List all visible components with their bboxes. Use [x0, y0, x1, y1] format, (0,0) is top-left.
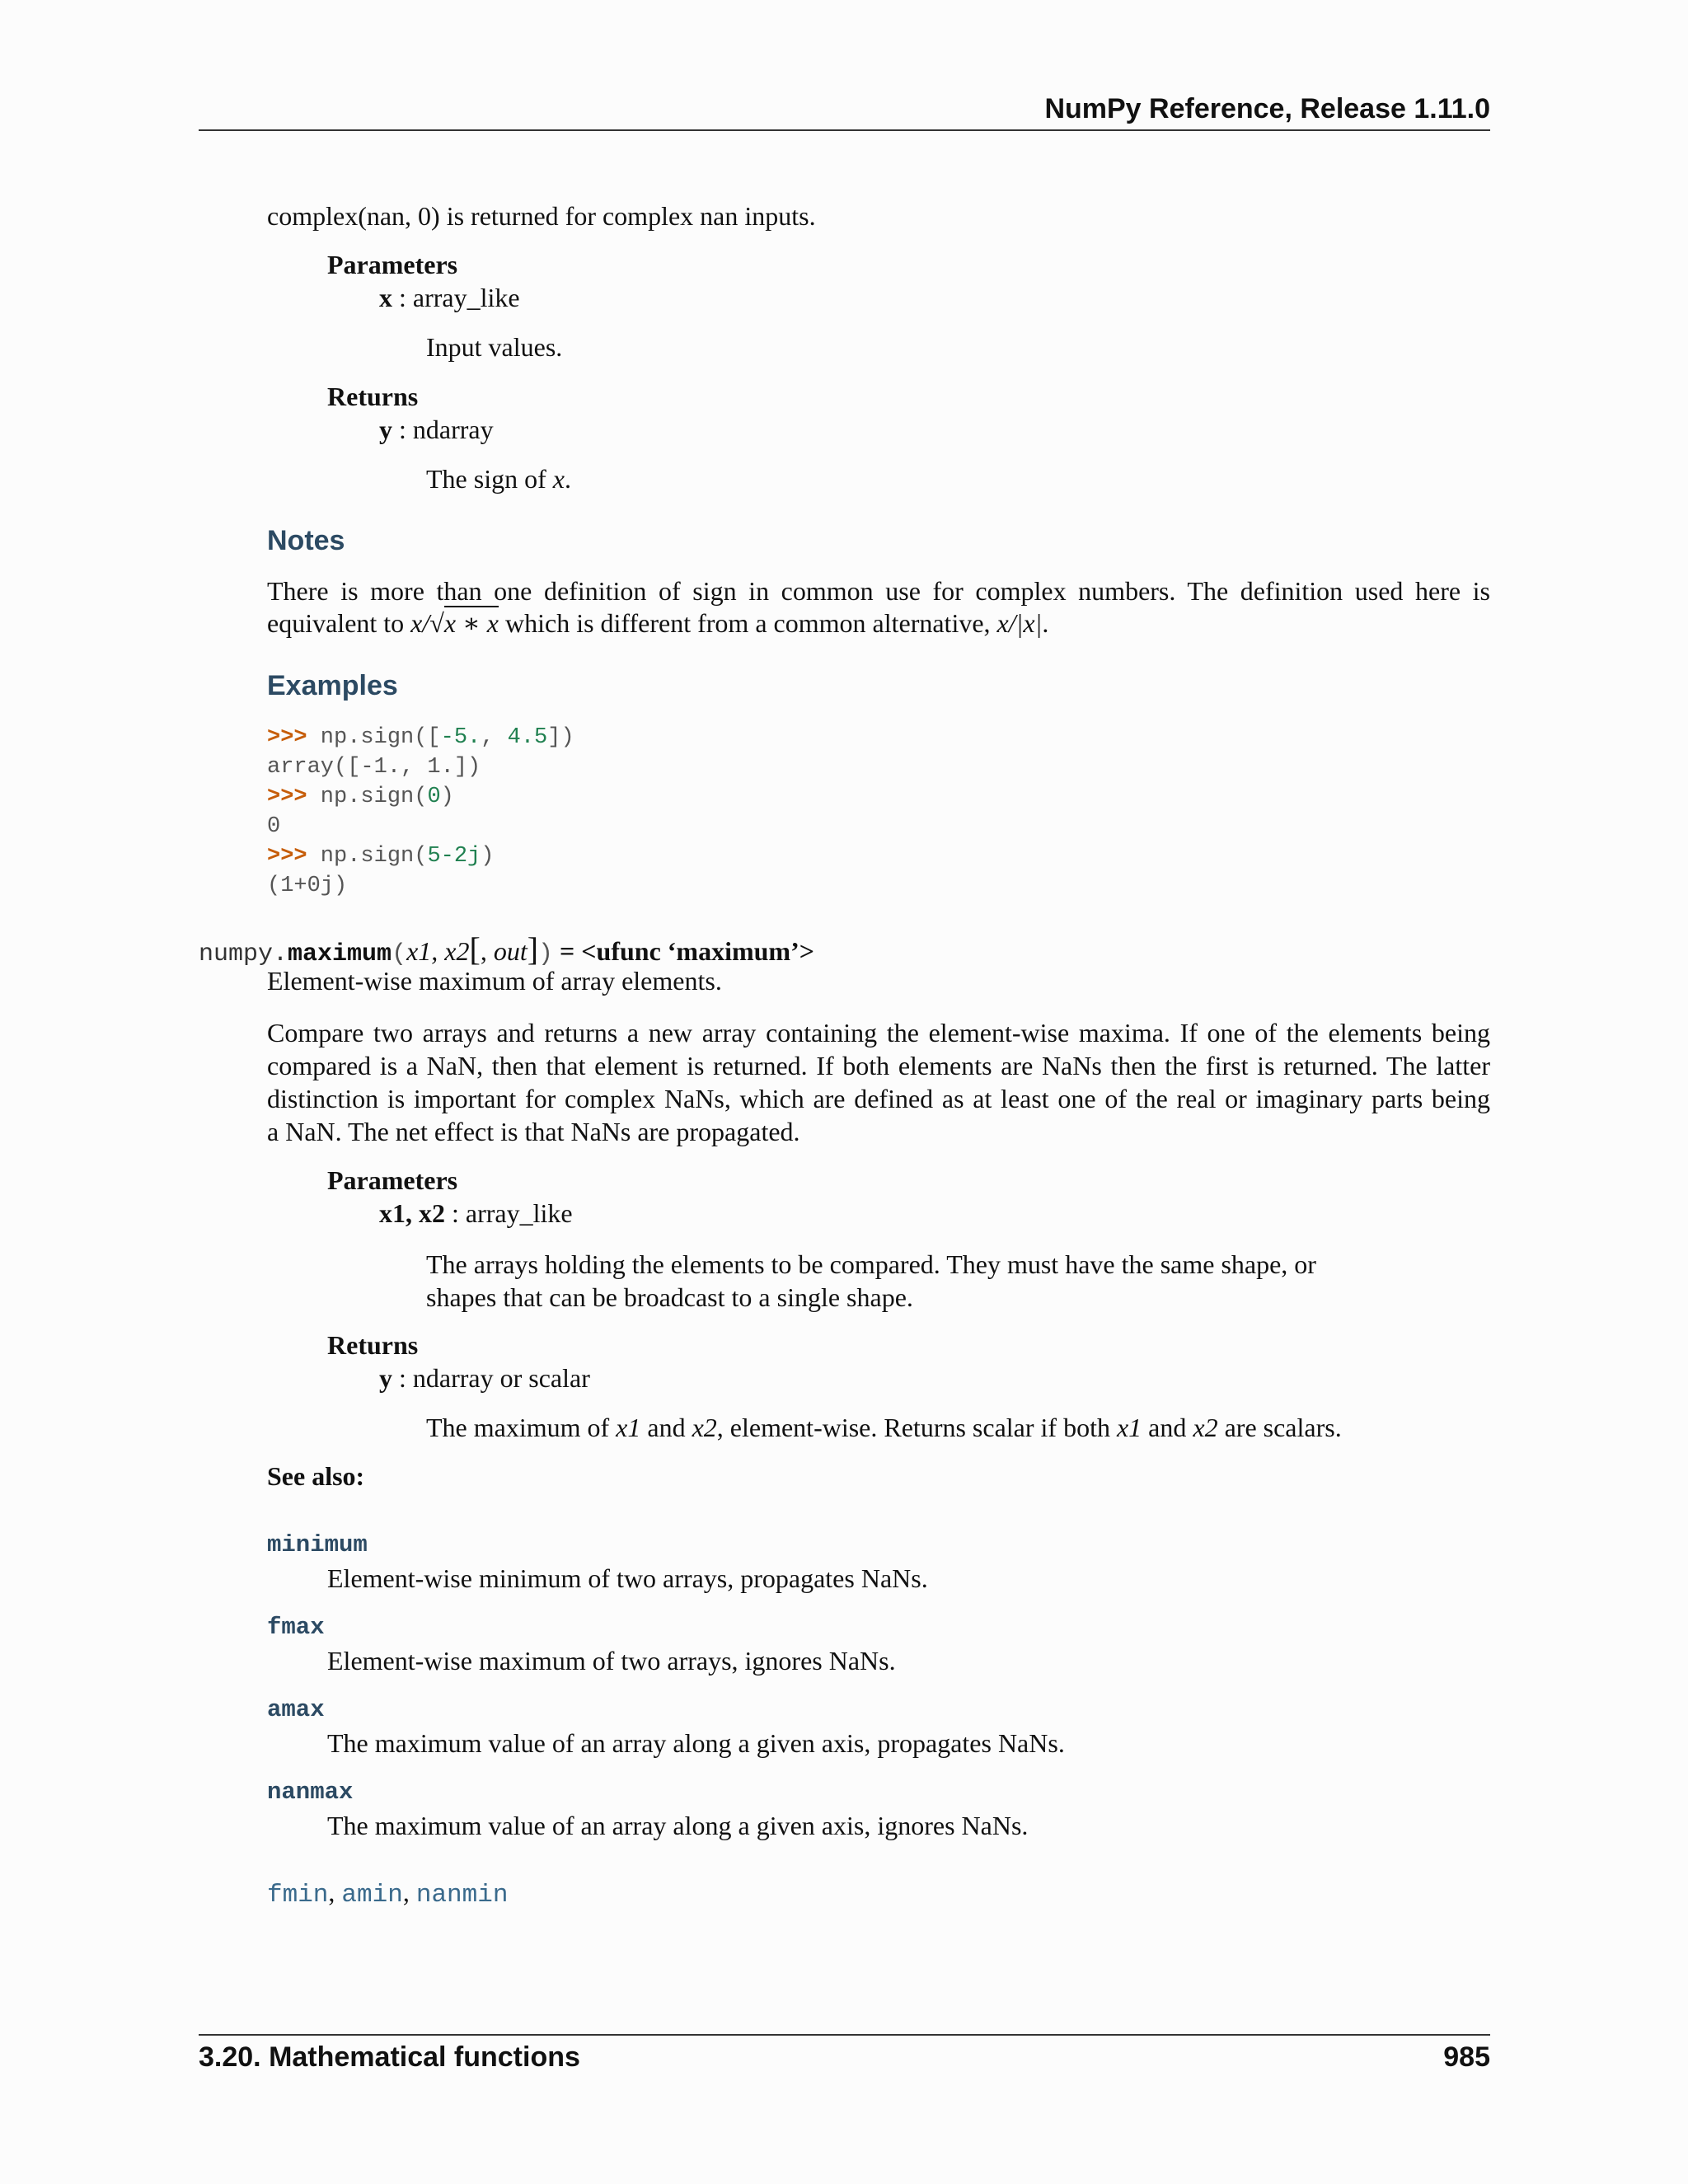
- param-desc-line: shapes that can be broadcast to a single shape.: [426, 1282, 913, 1312]
- sig-function-name: maximum: [288, 940, 392, 968]
- ret-desc-text: are scalars.: [1217, 1413, 1342, 1442]
- desc-line: distinction is important for complex NaNs, which are defined as at least one of the real or imaginary parts being: [267, 1084, 1490, 1113]
- sqrt-symbol: √: [429, 608, 444, 638]
- code-prompt: >>>: [267, 785, 307, 809]
- sig-comma: ,: [480, 936, 494, 966]
- see-also-desc: Element-wise maximum of two arrays, ignores NaNs.: [327, 1646, 896, 1675]
- sign-returns-label: Returns: [327, 382, 419, 411]
- desc-line: Compare two arrays and returns a new array containing the element-wise maxima. If one of the elements being: [267, 1018, 1490, 1047]
- footer-rule: [199, 2034, 1490, 2036]
- sig-ufunc: = <ufunc ‘maximum’>: [553, 936, 814, 966]
- code-text: np.sign(: [307, 844, 428, 869]
- notes-line-2-end: .: [1042, 608, 1049, 638]
- maximum-ret-name: y: [379, 1363, 392, 1393]
- see-also-link-amax[interactable]: amax: [267, 1696, 325, 1723]
- example-line: [267, 844, 494, 869]
- maximum-returns-label: Returns: [327, 1330, 419, 1360]
- example-line: [267, 725, 574, 750]
- header-rule: [199, 129, 1490, 131]
- example-output: (1+0j): [267, 874, 348, 898]
- footer-page-number: 985: [1443, 2041, 1490, 2073]
- see-also-link-minimum[interactable]: minimum: [267, 1531, 368, 1558]
- see-also-desc: The maximum value of an array along a given axis, ignores NaNs.: [327, 1811, 1029, 1840]
- maximum-param-type: array_like: [465, 1198, 573, 1228]
- sign-ret-name: y: [379, 415, 392, 444]
- sign-param-type: array_like: [412, 283, 520, 312]
- notes-formula-x-over: x/: [410, 608, 430, 638]
- maximum-ret-colon: :: [399, 1363, 413, 1393]
- maximum-return-entry: [379, 1363, 590, 1394]
- maximum-ret-desc: [426, 1413, 1342, 1443]
- see-also-desc: The maximum value of an array along a given axis, propagates NaNs.: [327, 1728, 1065, 1758]
- sign-ret-desc-end: .: [564, 464, 571, 494]
- code-text: ,: [481, 725, 508, 750]
- sign-ret-desc: [426, 464, 571, 494]
- code-prompt: >>>: [267, 725, 307, 750]
- code-number: 4.5: [507, 725, 548, 750]
- ret-desc-var: x2: [692, 1413, 717, 1442]
- notes-formula-alt: x/|x|: [996, 608, 1043, 638]
- desc-line: a NaN. The net effect is that NaNs are propagated.: [267, 1117, 800, 1146]
- maximum-signature: [199, 930, 814, 968]
- page-header-title: NumPy Reference, Release 1.11.0: [1044, 93, 1490, 124]
- maximum-param-desc: [426, 1248, 1316, 1314]
- see-also-label: See also:: [267, 1461, 365, 1491]
- code-prompt: >>>: [267, 844, 307, 869]
- maximum-summary: Element-wise maximum of array elements.: [267, 966, 722, 996]
- notes-line-1-text: There is more than one definition of sign in common use for complex numbers. The definition used here is: [267, 576, 1490, 606]
- footer-section: 3.20. Mathematical functions: [199, 2041, 580, 2073]
- ret-desc-var: x1: [616, 1413, 641, 1442]
- sig-out: out: [493, 936, 528, 966]
- maximum-description: [267, 1016, 1490, 1148]
- ret-desc-text: and: [640, 1413, 692, 1442]
- code-number: -5.: [440, 725, 481, 750]
- sign-param-desc: Input values.: [426, 332, 563, 362]
- ret-desc-text: , element-wise. Returns scalar if both: [716, 1413, 1117, 1442]
- code-text: ): [481, 844, 495, 869]
- see-also-link-fmax[interactable]: fmax: [267, 1614, 325, 1641]
- separator: ,: [402, 1877, 416, 1907]
- sig-module: numpy.: [199, 940, 288, 968]
- sig-paren-open: (: [392, 940, 407, 968]
- sign-param-entry: [379, 283, 520, 313]
- maximum-param-colon: :: [452, 1198, 466, 1228]
- sig-optional-open: [: [469, 930, 481, 968]
- maximum-ret-type: ndarray or scalar: [412, 1363, 590, 1393]
- code-text: np.sign(: [307, 785, 428, 809]
- sig-paren-close: ): [538, 940, 554, 968]
- code-text: np.sign([: [307, 725, 441, 750]
- desc-line: compared is a NaN, then that element is returned. If both elements are NaNs then the first is returned. The latter: [267, 1051, 1490, 1080]
- sign-param-name: x: [379, 283, 392, 312]
- code-text: ]): [547, 725, 574, 750]
- notes-formula-radicand: x ∗ x: [444, 606, 499, 638]
- ret-desc-text: The maximum of: [426, 1413, 617, 1442]
- sig-args: x1, x2: [406, 936, 470, 966]
- code-number: 5-2j: [427, 844, 481, 869]
- sign-return-entry: [379, 415, 494, 445]
- notes-line-2-prefix: equivalent to: [267, 608, 411, 638]
- see-also-link-fmin[interactable]: fmin: [267, 1881, 329, 1910]
- sig-optional-close: ]: [527, 930, 539, 968]
- notes-line-1: [267, 574, 1490, 607]
- ret-desc-var: x2: [1193, 1413, 1218, 1442]
- code-number: 0: [427, 785, 441, 809]
- notes-line-2: [267, 607, 1048, 639]
- example-output: 0: [267, 814, 281, 839]
- notes-line-2-middle: which is different from a common alternative,: [498, 608, 997, 638]
- param-desc-line: The arrays holding the elements to be compared. They must have the same shape, or: [426, 1249, 1316, 1279]
- sign-ret-type: ndarray: [412, 415, 494, 444]
- example-line: [267, 785, 454, 809]
- notes-heading: Notes: [267, 525, 345, 556]
- see-also-link-nanmax[interactable]: nanmax: [267, 1779, 354, 1806]
- sign-intro: complex(nan, 0) is returned for complex nan inputs.: [267, 201, 816, 231]
- sign-ret-desc-text: The sign of: [426, 464, 553, 494]
- ret-desc-text: and: [1142, 1413, 1193, 1442]
- see-also-link-nanmin[interactable]: nanmin: [415, 1881, 509, 1910]
- maximum-param-name: x1, x2: [379, 1198, 445, 1228]
- sign-ret-colon: :: [399, 415, 413, 444]
- sign-ret-desc-var: x: [552, 464, 565, 494]
- ret-desc-var: x1: [1116, 1413, 1142, 1442]
- maximum-parameters-label: Parameters: [327, 1165, 458, 1195]
- see-also-desc: Element-wise minimum of two arrays, propagates NaNs.: [327, 1563, 928, 1593]
- code-text: ): [440, 785, 454, 809]
- example-output: array([-1., 1.]): [267, 755, 481, 780]
- maximum-param-entry: [379, 1198, 573, 1229]
- examples-heading: Examples: [267, 670, 398, 701]
- see-also-link-amin[interactable]: amin: [341, 1881, 403, 1910]
- separator: ,: [328, 1877, 342, 1907]
- sign-parameters-label: Parameters: [327, 250, 458, 279]
- see-also-more: [267, 1877, 508, 1910]
- sign-param-colon: :: [399, 283, 413, 312]
